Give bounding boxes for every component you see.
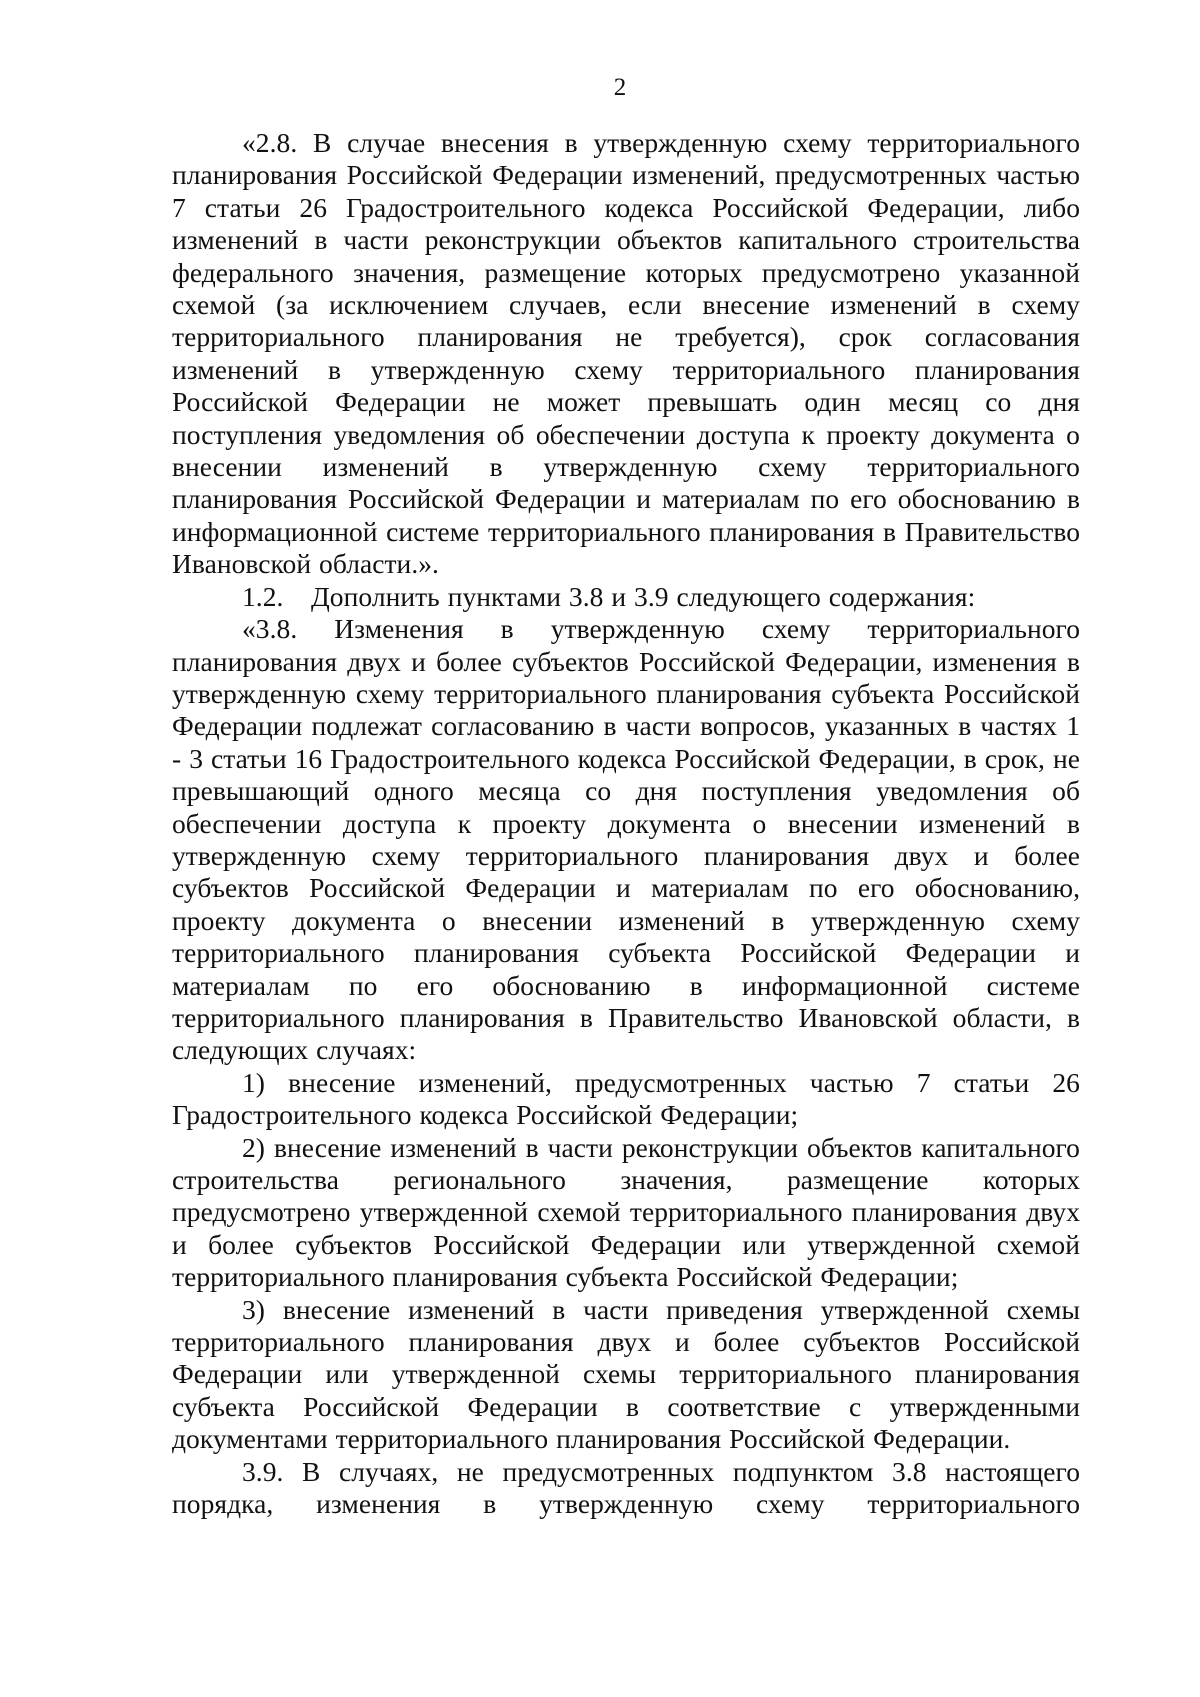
list-item-1: 1) внесение изменений, предусмотренных частью 7 статьи 26 Градостроительного кодекса Российской Федерации; — [172, 1066, 1080, 1131]
page-number: 2 — [613, 74, 627, 101]
list-item-3: 3) внесение изменений в части приведения утвержденной схемы территориального планирования двух и более субъектов Российской Федерации или утвержденной схемы территориального планирования субъекта Российской Федерации в соответствие с утвержденными документами территориального планирования Российской Федерации. — [172, 1293, 1080, 1455]
paragraph-2-8: «2.8. В случае внесения в утвержденную схему территориального планирования Российской Федерации изменений, предусмотренных частью 7 статьи 26 Градостроительного кодекса Российской Федерации, либо изменений в части реконструкции объектов капитального строительства федерального значения, размещение которых предусмотрено указанной схемой (за исключением случаев, если внесение изменений в схему территориального планирования не требуется), срок согласования изменений в утвержденную схему территориального планирования Российской Федерации не может превышать один месяц со дня поступления уведомления об обеспечении доступа к проекту документа о внесении изменений в утвержденную схему территориального планирования Российской Федерации и материалам по его обоснованию в информационной системе территориального планирования в Правительство Ивановской области.». — [172, 127, 1080, 580]
paragraph-3-8: «3.8. Изменения в утвержденную схему территориального планирования двух и более субъектов Российской Федерации, изменения в утвержденную схему территориального планирования субъекта Российской Федерации подлежат согласованию в части вопросов, указанных в частях 1 - 3 статьи 16 Градостроительного кодекса Российской Федерации, в срок, не превышающий одного месяца со дня поступления уведомления об обеспечении доступа к проекту документа о внесении изменений в утвержденную схему территориального планирования двух и более субъектов Российской Федерации и материалам по его обоснованию, проекту документа о внесении изменений в утвержденную схему территориального планирования субъекта Российской Федерации и материалам по его обоснованию в информационной системе территориального планирования в Правительство Ивановской области, в следующих случаях: — [172, 613, 1080, 1066]
list-item-2: 2) внесение изменений в части реконструкции объектов капитального строительства регионального значения, размещение которых предусмотрено утвержденной схемой территориального планирования двух и более субъектов Российской Федерации или утвержденной схемой территориального планирования субъекта Российской Федерации; — [172, 1131, 1080, 1293]
paragraph-1-2: 1.2. Дополнить пунктами 3.8 и 3.9 следующего содержания: — [242, 580, 976, 612]
paragraph-3-9: 3.9. В случаях, не предусмотренных подпунктом 3.8 настоящего порядка, изменения в утвержденную схему территориального — [172, 1455, 1080, 1520]
document-body — [172, 127, 1080, 1520]
